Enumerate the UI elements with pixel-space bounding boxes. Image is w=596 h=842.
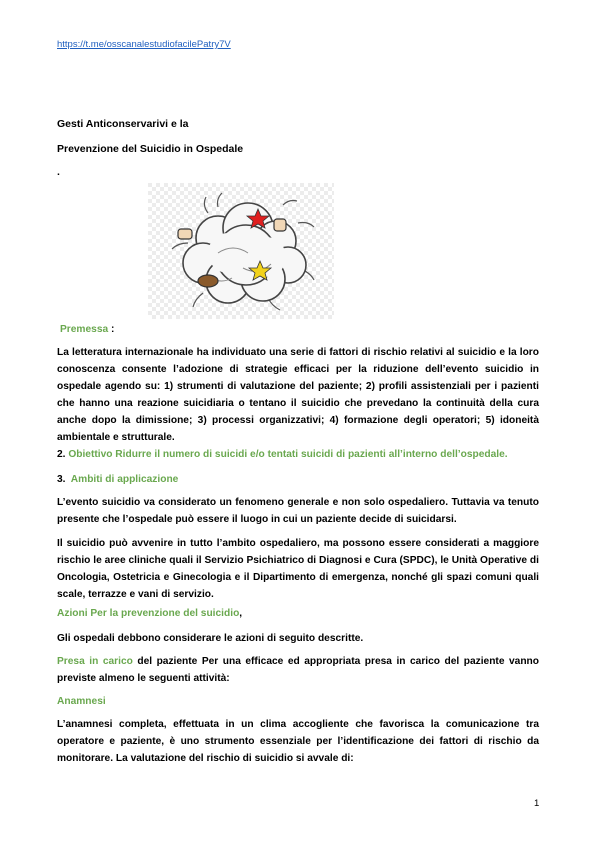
azioni-label: Azioni Per la prevenzione del suicidio bbox=[57, 608, 240, 619]
azioni-heading bbox=[57, 605, 539, 622]
fist-left bbox=[178, 229, 192, 239]
premessa-colon: : bbox=[108, 324, 115, 335]
ambiti-text-2: Il suicidio può avvenire in tutto l’ambito ospedaliero, ma possono essere considerati a maggiore rischio le aree cliniche quali il Servizio Psichiatrico di Diagnosi e Cura (SPDC), le Unità Operative di Oncologia, Ostetricia e Ginecologia e il Dipartimento di emergenza, nonché gli spazi comuni quali scale, terrazze e vani di servizio. bbox=[57, 538, 539, 600]
anamnesi-heading: Anamnesi bbox=[57, 696, 106, 707]
fist-right bbox=[274, 219, 286, 231]
ambiti-number: 3. bbox=[57, 474, 66, 485]
obiettivo-text: Obiettivo Ridurre il numero di suicidi e/o tentati suicidi di pazienti all’interno dell’ospedale. bbox=[65, 449, 508, 460]
ambiti-label: Ambiti di applicazione bbox=[65, 474, 179, 485]
presa-label: Presa in carico bbox=[57, 656, 133, 667]
title-line-1: Gesti Anticonservarivi e la bbox=[57, 118, 189, 130]
title-dot: . bbox=[57, 166, 60, 178]
ambiti-text-1: L’evento suicidio va considerato un fenomeno generale e non solo ospedaliero. Tuttavia va tenuto presente che l’ospedale può essere il luogo in cui un paziente decide di suicidarsi. bbox=[57, 497, 539, 525]
cartoon-fight-cloud-illustration bbox=[148, 183, 334, 319]
page-number: 1 bbox=[534, 798, 540, 809]
presa-paragraph bbox=[57, 653, 539, 687]
title-line-2: Prevenzione del Suicidio in Ospedale bbox=[57, 143, 244, 155]
premessa-text: La letteratura internazionale ha individuato una serie di fattori di rischio relativi al suicidio e la loro conoscenza consente l’adozione di strategie efficaci per la riduzione dell’evento suicidio in ospedale agendo su: 1) strumenti di valutazione del paziente; 2) profili assistenziali per i pazienti che hanno una reazione suicidiaria o tentano il suicidio che prevedano la continuità della cura anche dopo la dimissione; 3) processi organizzativi; 4) formazione degli operatori; 5) idoneità ambientale e strutturale. bbox=[57, 347, 539, 443]
azioni-text: Gli ospedali debbono considerare le azioni di seguito descritte. bbox=[57, 633, 364, 644]
premessa-heading bbox=[57, 321, 539, 338]
shoe bbox=[198, 275, 218, 287]
azioni-comma: , bbox=[239, 608, 243, 619]
obiettivo-line bbox=[57, 446, 539, 463]
anamnesi-text: L’anamnesi completa, effettuata in un clima accogliente che favorisca la comunicazione tra operatore e paziente, è uno strumento essenziale per l’identificazione dei fattori di rischio da monitorare. La valutazione del rischio di suicidio si avvale di: bbox=[57, 719, 539, 764]
telegram-link[interactable]: https://t.me/osscanalestudiofacilePatry7V bbox=[57, 39, 231, 50]
obiettivo-number: 2. bbox=[57, 449, 66, 460]
presa-text: del paziente Per una efficace ed appropriata presa in carico del paziente vanno previste almeno le seguenti attività: bbox=[57, 656, 539, 684]
premessa-label: Premessa bbox=[60, 324, 109, 335]
ambiti-heading bbox=[57, 471, 539, 488]
